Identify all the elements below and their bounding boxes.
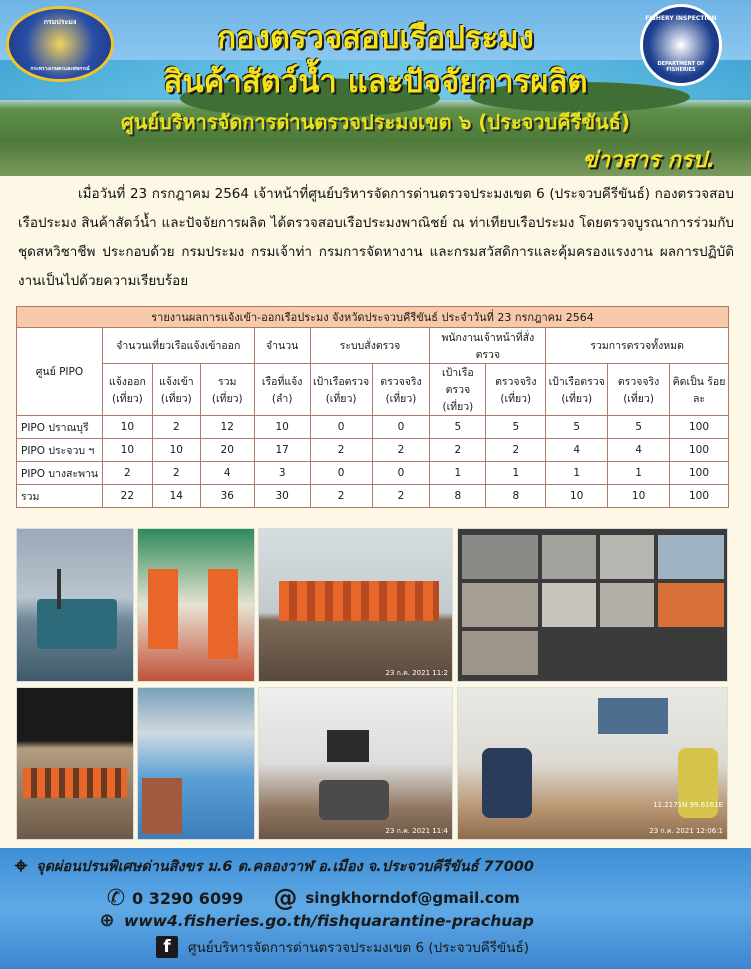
photo-timestamp: 23 ก.ค. 2021 11:2 [385, 669, 448, 677]
table-cell-name: PIPO บางสะพาน [17, 462, 103, 485]
footer-facebook-line [156, 936, 529, 958]
table-row [17, 462, 729, 485]
photo-coordinates: 11.2171N 99.6161E [653, 801, 723, 809]
logo-left-subtext: กระทรวงเกษตรและสหกรณ์ [30, 66, 90, 72]
table-cell: 2 [102, 462, 152, 485]
table-header-group5: รวมการตรวจทั้งหมด [546, 328, 729, 364]
table-cell: 1 [546, 462, 608, 485]
table-cell: 100 [670, 462, 729, 485]
photo-operation-room [457, 687, 728, 840]
footer-address: จุดผ่อนปรนพิเศษด่านสิงขร ม.6 ต.คลองวาฬ อ.เมือง จ.ประจวบคีรีขันธ์ 77000 [36, 859, 534, 875]
table-cell: 22 [102, 485, 152, 508]
table-cell: 10 [254, 416, 310, 439]
table-subheader: เป้าเรือตรวจ (เที่ยว) [310, 364, 372, 416]
photo-fishing-boat [16, 528, 134, 682]
photo-fishing-nets [137, 687, 255, 840]
table-title: รายงานผลการแจ้งเข้า-ออกเรือประมง จังหวัดประจวบคีรีขันธ์ ประจำวันที่ 23 กรกฎาคม 2564 [17, 307, 729, 328]
footer-email[interactable]: singkhorndof@gmail.com [305, 889, 520, 907]
table-cell: 0 [310, 462, 372, 485]
table-cell: 4 [200, 462, 254, 485]
table-cell: 10 [546, 485, 608, 508]
table-cell: 2 [152, 416, 200, 439]
table-cell: 20 [200, 439, 254, 462]
header-subtitle: ศูนย์บริหารจัดการด่านตรวจประมงเขต ๖ (ประจวบคีรีขันธ์) [120, 110, 631, 134]
table-cell: 0 [372, 416, 430, 439]
table-cell: 1 [608, 462, 670, 485]
table-subheader: ตรวจจริง (เที่ยว) [608, 364, 670, 416]
table-cell: 5 [546, 416, 608, 439]
footer-phone: 0 3290 6099 [132, 888, 244, 908]
table-cell: 1 [486, 462, 546, 485]
footer-phone-line [100, 884, 520, 912]
table-cell: 2 [310, 439, 372, 462]
table-cell: 8 [430, 485, 486, 508]
photo-timestamp: 23 ก.ค. 2021 11:4 [385, 827, 448, 835]
table-cell: 0 [372, 462, 430, 485]
photo-office-meeting [258, 687, 453, 840]
footer-website-line [90, 910, 534, 931]
header-title-line2: สินค้าสัตว์น้ำ และปัจจัยการผลิต [163, 64, 588, 100]
table-cell: 5 [430, 416, 486, 439]
photo-crew-on-deck [258, 528, 453, 682]
table-subheader: ตรวจจริง (เที่ยว) [486, 364, 546, 416]
facebook-icon[interactable]: f [156, 936, 178, 958]
footer-address-line [6, 854, 534, 879]
phone-icon: ✆ [106, 885, 126, 911]
logo-right-text: FISHERY INSPECTION [645, 15, 717, 22]
table-header-center: ศูนย์ PIPO [17, 328, 103, 416]
table-header-group4: พนักงานเจ้าหน้าที่สั่งตรวจ [430, 328, 546, 364]
table-cell: 5 [486, 416, 546, 439]
logo-left-text: กรมประมง [43, 18, 77, 26]
table-subheader: รวม (เที่ยว) [200, 364, 254, 416]
table-subheader: เรือที่แจ้ง (ลำ) [254, 364, 310, 416]
table-row [17, 416, 729, 439]
table-subheader: ตรวจจริง (เที่ยว) [372, 364, 430, 416]
photo-safety-equipment [137, 528, 255, 682]
table-cell-name: PIPO ประจวบ ฯ [17, 439, 103, 462]
table-cell: 10 [608, 485, 670, 508]
table-cell: 2 [486, 439, 546, 462]
table-cell: 100 [670, 485, 729, 508]
table-cell: 3 [254, 462, 310, 485]
table-cell: 100 [670, 416, 729, 439]
table-cell: 14 [152, 485, 200, 508]
header-tagline: ข่าวสาร กรป. [582, 148, 715, 173]
table-cell: 100 [670, 439, 729, 462]
table-row [17, 439, 729, 462]
footer-facebook[interactable]: ศูนย์บริหารจัดการด่านตรวจประมงเขต 6 (ประจวบคีรีขันธ์) [188, 940, 530, 956]
email-icon: @ [273, 884, 298, 912]
logo-right-subtext: DEPARTMENT OF FISHERIES [657, 61, 705, 73]
table-cell: 0 [310, 416, 372, 439]
table-cell: 17 [254, 439, 310, 462]
table-subheader: เป้าเรือตรวจ (เที่ยว) [546, 364, 608, 416]
table-header-group1: จำนวนเที่ยวเรือแจ้งเข้าออก [102, 328, 254, 364]
table-subheader: แจ้งออก (เที่ยว) [102, 364, 152, 416]
table-cell: 10 [152, 439, 200, 462]
table-cell: 36 [200, 485, 254, 508]
table-cell: 1 [430, 462, 486, 485]
table-subheader: แจ้งเข้า (เที่ยว) [152, 364, 200, 416]
table-cell-name: PIPO ปราณบุรี [17, 416, 103, 439]
table-cell: 2 [430, 439, 486, 462]
table-cell: 2 [372, 485, 430, 508]
table-cell: 5 [608, 416, 670, 439]
photo-crew-inspection [16, 687, 134, 840]
table-header-group2: จำนวน [254, 328, 310, 364]
header-banner [0, 0, 751, 176]
table-cell-name: รวม [17, 485, 103, 508]
table-subheader: เป้าเรือตรวจ (เที่ยว) [430, 364, 486, 416]
table-cell: 4 [546, 439, 608, 462]
header-title-line1: กองตรวจสอบเรือประมง [217, 20, 534, 56]
globe-icon: ⊕ [99, 910, 115, 931]
table-subheader: คิดเป็น ร้อยละ [670, 364, 729, 416]
table-cell: 30 [254, 485, 310, 508]
news-paragraph: เมื่อวันที่ 23 กรกฎาคม 2564 เจ้าหน้าที่ศูนย์บริหารจัดการด่านตรวจประมงเขต 6 (ประจวบคีรีขันธ์) กองตรวจสอบเรือประมง สินค้าสัตว์น้ำ และปัจจัยการผลิต ได้ตรวจสอบเรือประมงพาณิชย์ ณ ท่าเทียบเรือประมง โดยตรวจบูรณาการร่วมกับชุดสหวิชาชีพ ประกอบด้วย กรมประมง กรมเจ้าท่า กรมการจัดหางาน และกรมสวัสดิการและคุ้มครองแรงงาน ผลการปฏิบัติงานเป็นไปด้วยความเรียบร้อย [18, 186, 734, 289]
table-cell: 2 [152, 462, 200, 485]
location-pin-icon: ⌖ [14, 854, 28, 879]
table-cell: 2 [372, 439, 430, 462]
photo-timestamp: 23 ก.ค. 2021 12:06:1 [649, 827, 723, 835]
table-header-group3: ระบบสั่งตรวจ [310, 328, 430, 364]
table-cell: 10 [102, 416, 152, 439]
table-cell: 10 [102, 439, 152, 462]
table-cell: 4 [608, 439, 670, 462]
table-cell: 8 [486, 485, 546, 508]
table-total-row [17, 485, 729, 508]
footer-contact [0, 848, 751, 969]
report-table [16, 306, 729, 508]
footer-website[interactable]: www4.fisheries.go.th/fishquarantine-prachuap [124, 911, 534, 930]
table-cell: 2 [310, 485, 372, 508]
table-cell: 12 [200, 416, 254, 439]
photo-video-conference [457, 528, 728, 682]
